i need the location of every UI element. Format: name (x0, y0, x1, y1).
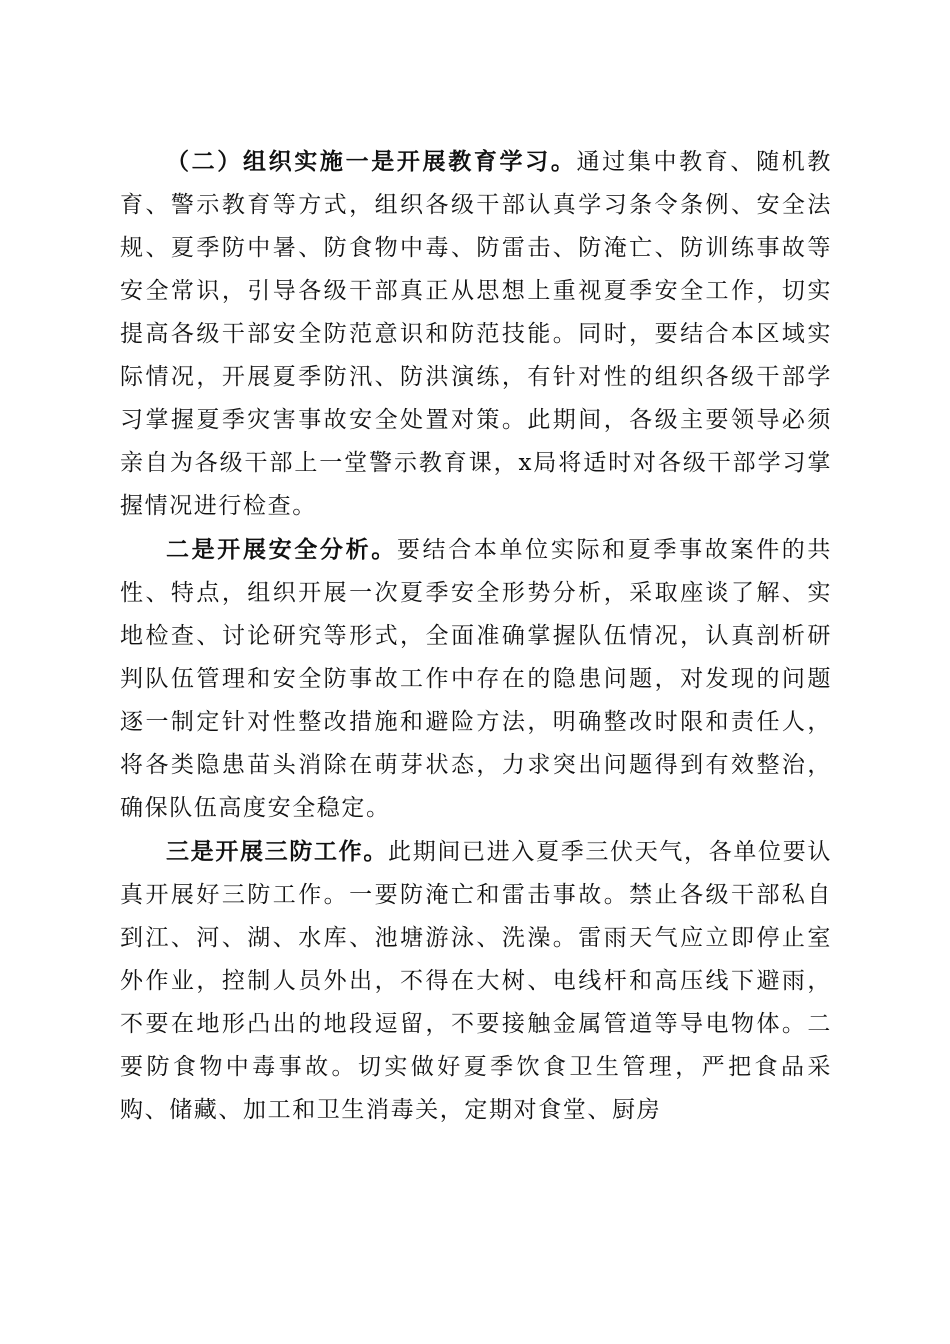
paragraph-text: 此期间已进入夏季三伏天气，各单位要认真开展好三防工作。一要防淹亡和雷击事故。禁止各级干部私自到江、河、湖、水库、池塘游泳、洗澡。雷雨天气应立即停止室外作业，控制人员外出，不得在大树、电线杆和高压线下避雨，不要在地形凸出的地段逗留，不要接触金属管道等导电物体。二要防食物中毒事故。切实做好夏季饮食卫生管理，严把食品采购、储藏、加工和卫生消毒关，定期对食堂、厨房 (120, 839, 832, 1123)
paragraph-heading: 二是开展安全分析。 (166, 536, 397, 563)
paragraph-heading: 三是开展三防工作。 (166, 838, 389, 865)
paragraph-text: 要结合本单位实际和夏季事故案件的共性、特点，组织开展一次夏季安全形势分析，采取座谈了解、实地检查、讨论研究等形式，全面准确掌握队伍情况，认真剖析研判队伍管理和安全防事故工作中存在的隐患问题，对发现的问题逐一制定针对性整改措施和避险方法，明确整改时限和责任人，将各类隐患苗头消除在萌芽状态，力求突出问题得到有效整治，确保队伍高度安全稳定。 (120, 537, 832, 821)
paragraph-safety-analysis (120, 528, 832, 830)
paragraph-three-prevention (120, 830, 832, 1132)
paragraph-text: 通过集中教育、随机教育、警示教育等方式，组织各级干部认真学习条令条例、安全法规、夏季防中暑、防食物中毒、防雷击、防淹亡、防训练事故等安全常识，引导各级干部真正从思想上重视夏季安全工作，切实提高各级干部安全防范意识和防范技能。同时，要结合本区域实际情况，开展夏季防汛、防洪演练，有针对性的组织各级干部学习掌握夏季灾害事故安全处置对策。此期间，各级主要领导必须亲自为各级干部上一堂警示教育课，x局将适时对各级干部学习掌握情况进行检查。 (120, 149, 833, 519)
document-body (120, 140, 832, 1132)
paragraph-education (120, 140, 832, 528)
paragraph-heading: （二）组织实施一是开展教育学习。 (166, 148, 577, 175)
